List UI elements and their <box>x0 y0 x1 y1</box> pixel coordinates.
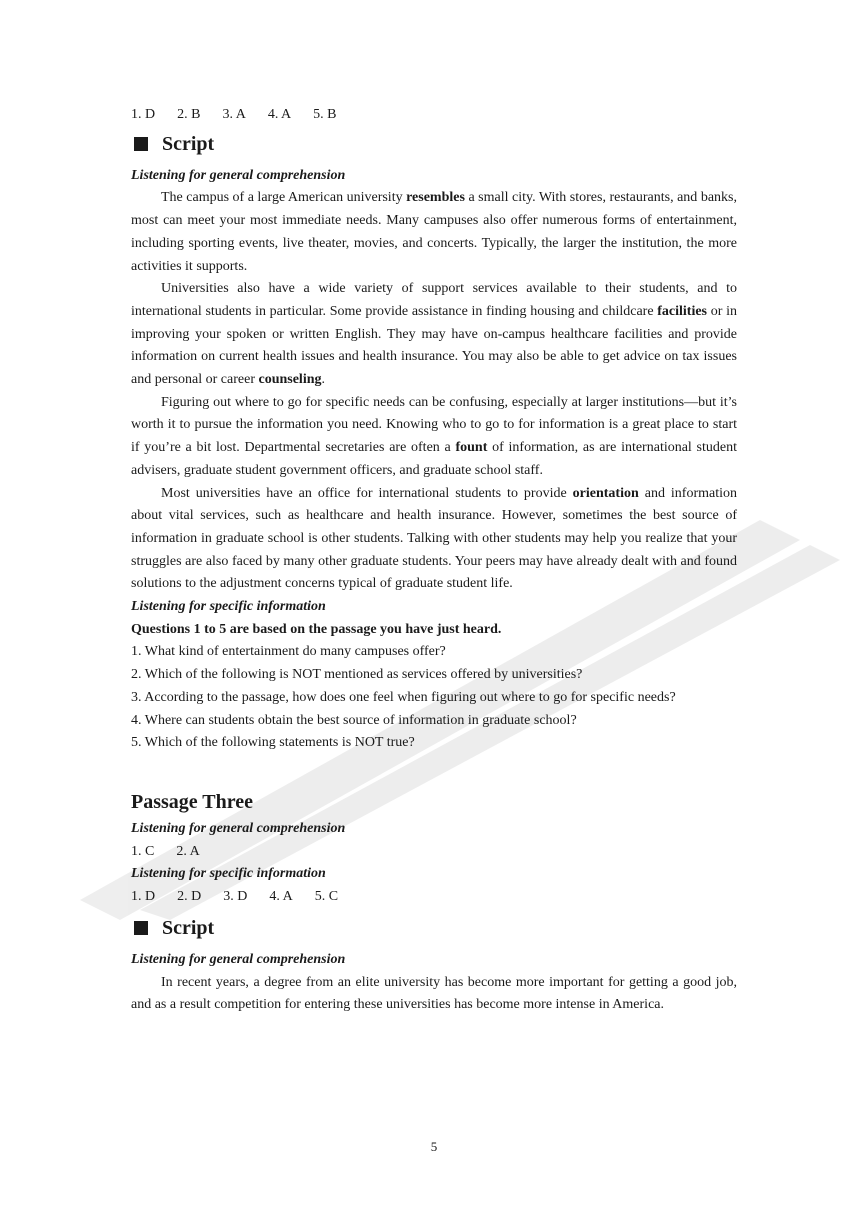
p3-script-general-label: Listening for general comprehension <box>131 951 346 967</box>
vocabulary-word: orientation <box>572 485 639 501</box>
vocabulary-word: facilities <box>657 303 708 319</box>
script-heading: Script <box>131 133 737 156</box>
script-paragraph <box>131 483 737 597</box>
vocabulary-word: counseling <box>258 372 322 388</box>
questions-intro: Questions 1 to 5 are based on the passage you have just heard. <box>131 621 502 637</box>
answer-item: 1. C <box>131 843 155 859</box>
question-item: 4. Where can students obtain the best source of information in graduate school? <box>131 712 577 728</box>
answer-item: 3. D <box>223 889 248 905</box>
answer-item: 2. B <box>177 107 201 122</box>
answer-item: 4. A <box>269 889 293 905</box>
question-item: 3. According to the passage, how does one feel when figuring out where to go for specific needs? <box>131 689 676 705</box>
square-bullet-icon <box>134 137 148 151</box>
text-run: Universities also have a wide variety of support services available to their students, and to international students in particular. Some provide assistance in finding housing and childcare <box>131 281 737 319</box>
text-run: or in improving your spoken or written English. They may have on-campus healthcare facilities and provide information on current health issues and health insurance. You may also be able to get advice on tax issues and personal or career <box>131 303 737 388</box>
text-run: and information about vital services, such as healthcare and health insurance. However, sometimes the best source of information in graduate school is other students. Talking with other students may help you realize that your struggles are also faced by many other graduate students. Your peers may have already dealt with and found solutions to the adjustment concerns typical of graduate student life. <box>131 485 738 592</box>
vocabulary-word: fount <box>455 440 488 456</box>
script-paragraph <box>131 278 737 392</box>
page-number: 5 <box>430 1139 438 1154</box>
answer-item: 1. D <box>131 889 156 905</box>
text-run: Figuring out where to go for specific needs can be confusing, especially at larger institutions—but it’s worth it to pursue the information you need. Knowing who to go to for information is a great place to start if you’re a bit lost. Departmental secretaries are often a <box>131 394 737 456</box>
script-paragraphs <box>131 187 737 596</box>
p3-script-paragraph: In recent years, a degree from an elite university has become more important for getting a good job, and as a result competition for entering these universities has become more intense in America. <box>131 974 737 1013</box>
answer-item: 2. A <box>176 843 200 859</box>
script-paragraph <box>131 392 737 483</box>
question-item: 5. Which of the following statements is NOT true? <box>131 735 415 751</box>
answer-item: 4. A <box>267 107 292 122</box>
text-run: The campus of a large American university <box>161 190 407 206</box>
text-run: . <box>321 372 325 388</box>
answer-item: 2. D <box>177 889 202 905</box>
p3-general-label: Listening for general comprehension <box>131 820 346 836</box>
script-paragraph <box>131 187 737 278</box>
specific-information-label: Listening for specific information <box>131 599 326 615</box>
answer-item: 5. C <box>314 889 339 905</box>
p3-specific-answers <box>131 886 737 909</box>
answer-item: 1. D <box>131 107 156 122</box>
question-list <box>131 641 737 755</box>
page-content <box>131 104 737 1017</box>
question-item: 1. What kind of entertainment do many campuses offer? <box>131 644 446 660</box>
answer-item: 5. B <box>313 107 337 122</box>
p3-specific-label: Listening for specific information <box>131 866 326 882</box>
answer-item: 3. A <box>222 107 246 122</box>
text-run: of information, as are international student advisers, graduate student government officers, and graduate school staff. <box>131 440 737 478</box>
p3-general-answers <box>131 841 737 864</box>
text-run: Most universities have an office for international students to provide <box>161 485 573 501</box>
p3-script-heading: Script <box>131 917 737 940</box>
general-comprehension-label: Listening for general comprehension <box>131 167 346 183</box>
passage-three-title: Passage Three <box>131 790 254 813</box>
text-run: a small city. With stores, restaurants, and banks, most can meet your most immediate needs. Many campuses also offer numerous forms of entertainment, including sporting events, live theater, movies, and concerts. Typically, the larger the institution, the more activities it supports. <box>131 190 737 274</box>
square-bullet-icon <box>134 921 148 935</box>
vocabulary-word: resembles <box>406 190 465 206</box>
answer-row-section1 <box>131 104 737 127</box>
question-item: 2. Which of the following is NOT mentioned as services offered by universities? <box>131 667 583 683</box>
